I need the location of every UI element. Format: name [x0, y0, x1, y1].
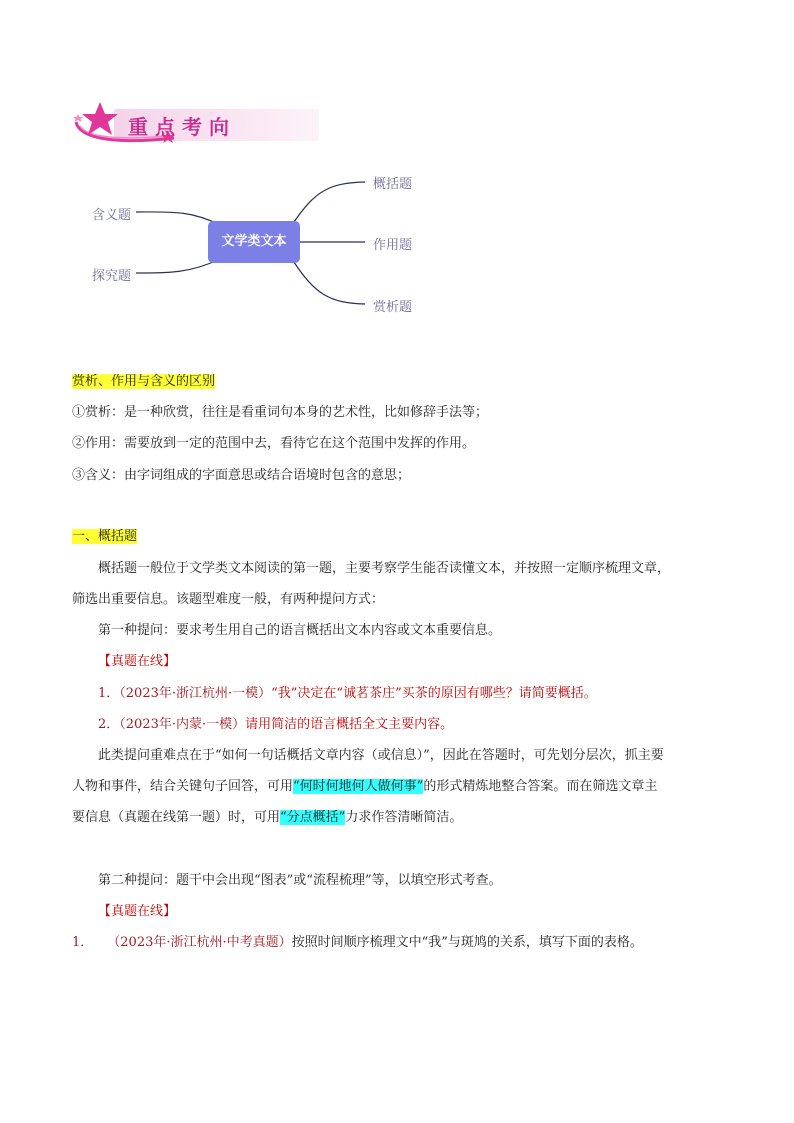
header-title: 重点考向	[128, 115, 236, 139]
question-3: 1． （2023年·浙江杭州·中考真题）按照时间顺序梳理文中“我”与斑鸠的关系，填写下面的表格。	[72, 935, 643, 950]
question-2: 2．（2023年·内蒙·一模）请用简洁的语言概括全文主要内容。	[98, 717, 454, 732]
para2-line2: 人物和事件，结合关键句子回答，可用“何时何地何人做何事”的形式精炼地整合答案。而在筛选文章主	[72, 779, 658, 794]
diff-item-2: ②作用：需要放到一定的范围中去，看待它在这个范围中发挥的作用。	[72, 436, 476, 451]
way1-text: 第一种提问：要求考生用自己的语言概括出文本内容或文本重要信息。	[98, 623, 502, 638]
mindmap-left-item-1: 含义题	[92, 208, 132, 223]
mindmap-left-item-2: 探究题	[92, 269, 132, 284]
para1-line1: 概括题一般位于文学类文本阅读的第一题，主要考察学生能否读懂文本，并按照一定顺序梳理文章，	[98, 561, 671, 576]
section-header	[70, 100, 250, 148]
zhenti-label-2: 【真题在线】	[98, 904, 177, 919]
question-1: 1．（2023年·浙江杭州·一模）“我”决定在“诚茗茶庄”买茶的原因有哪些？请简要概括。	[98, 686, 597, 701]
mindmap-center-node: 文学类文本	[208, 221, 300, 263]
section1-heading: 一、概括题	[72, 529, 138, 544]
diff-item-1: ①赏析：是一种欣赏，往往是看重词句本身的艺术性，比如修辞手法等；	[72, 405, 489, 420]
mind-map	[60, 155, 460, 345]
way2-text: 第二种提问：题干中会出现“图表”或“流程梳理”等，以填空形式考查。	[98, 873, 502, 888]
diff-item-3: ③含义：由字词组成的字面意思或结合语境时包含的意思；	[72, 468, 411, 483]
para2-line1: 此类提问重难点在于“如何一句话概括文章内容（或信息）”，因此在答题时，可先划分层次，抓主要	[98, 748, 664, 763]
diff-heading: 赏析、作用与含义的区别	[72, 374, 216, 389]
mindmap-right-item-1: 概括题	[373, 177, 413, 192]
zhenti-label: 【真题在线】	[98, 654, 177, 669]
para2-line3: 要信息（真题在线第一题）时，可用“分点概括”力求作答清晰简洁。	[72, 810, 463, 825]
mindmap-right-item-2: 作用题	[373, 238, 413, 253]
mindmap-right-item-3: 赏析题	[373, 300, 413, 315]
para1-line2: 筛选出重要信息。该题型难度一般，有两种提问方式：	[72, 592, 385, 607]
